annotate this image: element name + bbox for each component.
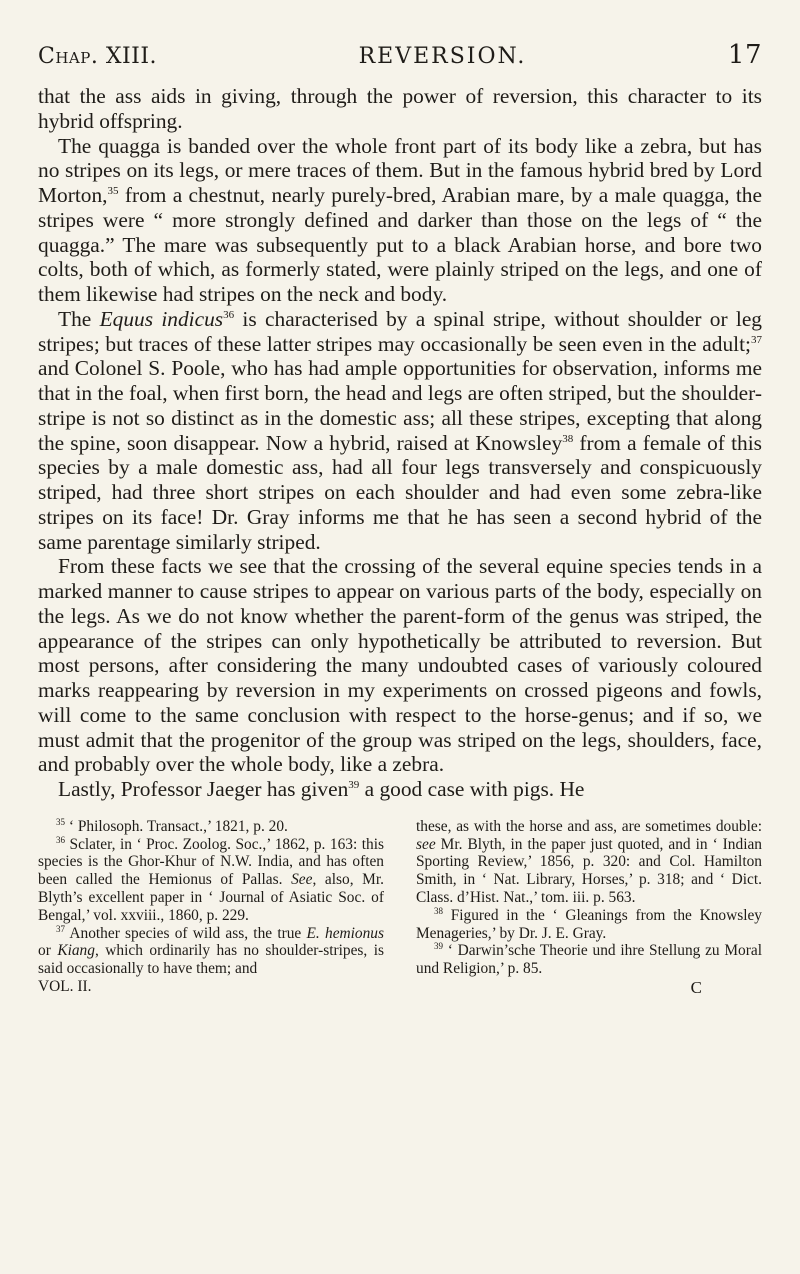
footnote-ref-39[interactable]: 39 (348, 779, 360, 791)
footnote-37-continued: these, as with the horse and ass, are sometimes double: see Mr. Blyth, in the paper just quoted, and in ‘ Indian Sporting Review,’ 1856, p. 320: and Col. Hamilton Smith, in ‘ Nat. Library, Horses,’ p. 318; and ‘ Dict. Class. d’Hist. Nat.,’ tom. iii. p. 563. (416, 817, 762, 906)
footnotes (38, 818, 762, 978)
footnotes-right-column (416, 818, 762, 978)
paragraph-equus-indicus: The Equus indicus$^{36}$ is characterised by a spinal stripe, without shoulder or leg stripes; but traces of these latter stripes may occasionally be seen even in the adult;$^{37}$ and Colonel S. Poole, who has had ample opportunities for observation, informs me that in the foal, when first born, the head and legs are often striped, but the shoulder-stripe is not so distinct as in the domestic ass; all these stripes, excepting that along the spine, soon disappear. Now a hybrid, raised at Knowsley$^{38}$ from a female of this species by a male domestic ass, had all four legs transversely and conspicuously striped, had three short stripes on each shoulder and had even some zebra-like stripes on its face! Dr. Gray informs me that he has seen a second hybrid of the same parentage similarly striped. (38, 306, 763, 554)
paragraph-pigs: Lastly, Professor Jaeger has given$^{39}$ a good case with pigs. He (58, 777, 585, 801)
footnote-ref-37[interactable]: 37 (751, 333, 762, 346)
running-head-title: REVERSION. (358, 44, 527, 69)
volume-label: VOL. II. (38, 977, 92, 995)
signature-mark: C (690, 977, 702, 997)
book-page (38, 40, 762, 998)
paragraph-quagga: The quagga is banded over the whole front part of its body like a zebra, but has no stripes on its legs, or mere traces of them. But in the famous hybrid bred by Lord Morton,$^{35}$ from a chestnut, nearly purely-bred, Arabian mare, by a male quagga, the stripes were “ more strongly defined and darker than those on the legs of “ the quagga.” The mare was subsequently put to a black Arabian horse, and bore two colts, both of which, as formerly stated, were plainly striped on the legs, and one of them likewise had stripes on the neck and body. (38, 133, 762, 306)
footnotes-left-column (38, 818, 384, 978)
footnote-39: $^{39}$ ‘ Darwin’sche Theorie und ihre Stellung zu Moral und Religion,’ p. 85. (416, 941, 762, 978)
footnote-36: $^{36}$ Sclater, in ‘ Proc. Zoolog. Soc.,’ 1862, p. 163: this species is the Ghor-Khur of N.W. India, and has often been called the Hemionus of Pallas. See, also, Mr. Blyth’s excellent paper in ‘ Journal of Asiatic Soc. of Bengal,’ vol. xxviii., 1860, p. 229. (38, 834, 384, 924)
footnote-ref-38[interactable]: 38 (562, 432, 574, 445)
footnote-separator (38, 802, 762, 818)
footnote-38: $^{38}$ Figured in the ‘ Gleanings from the Knowsley Menageries,’ by Dr. J. E. Gray. (416, 905, 762, 942)
footnote-35: $^{35}$ ‘ Philosoph. Transact.,’ 1821, p. 20. (56, 816, 288, 835)
footnote-ref-36[interactable]: 36 (223, 308, 235, 321)
running-header (38, 40, 762, 84)
page-number: 17 (727, 40, 762, 70)
footnote-ref-35[interactable]: 35 (107, 185, 119, 197)
paragraph-1: that the ass aids in giving, through the power of reversion, this character to its hybrid offspring. (38, 84, 762, 133)
species-name: Equus indicus (99, 306, 224, 331)
chapter-label: Chap. XIII. (38, 44, 158, 69)
paragraph-conclusion: From these facts we see that the crossing of the several equine species tends in a marked manner to cause stripes to appear on various parts of the body, especially on the legs. As we do not know whether the parent-form of the genus was striped, the appearance of the stripes can only hypothetically be attributed to reversion. But most persons, after considering the many undoubted cases of variously coloured marks reappearing by reversion in my experiments on crossed pigeons and fowls, will come to the same conclusion with respect to the horse-genus; and if so, we must admit that the progenitor of the group was striped on the legs, shoulders, face, and probably over the whole body, like a zebra. (38, 554, 762, 777)
signature-line (38, 978, 762, 998)
footnote-37: $^{37}$ Another species of wild ass, the true E. hemionus or Kiang, which ordinarily has no shoulder-stripes, is said occasionally to have them; and (38, 923, 385, 978)
main-text (38, 84, 762, 802)
